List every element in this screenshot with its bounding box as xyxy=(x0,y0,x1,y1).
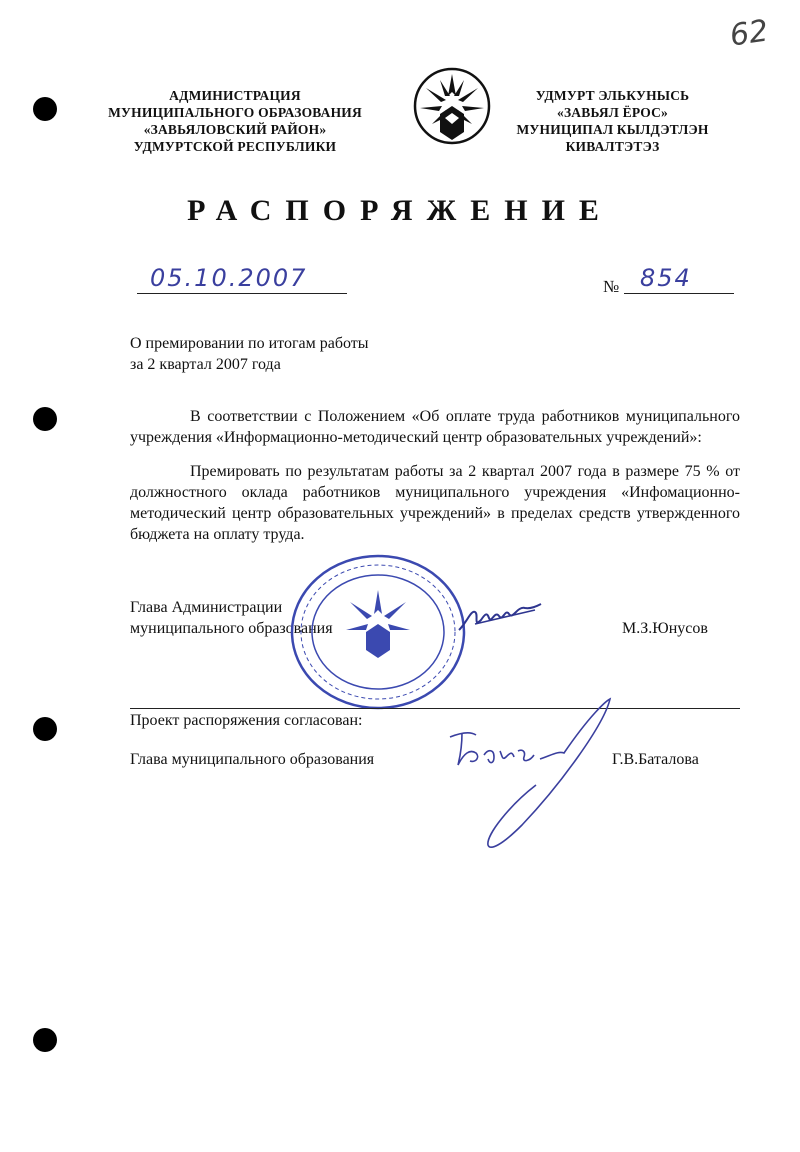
header-left xyxy=(105,87,365,155)
divider-line xyxy=(130,708,740,709)
emblem-icon xyxy=(412,66,492,146)
header-left-line: МУНИЦИПАЛЬНОГО ОБРАЗОВАНИЯ xyxy=(108,105,362,120)
punch-hole xyxy=(33,407,57,431)
punch-hole xyxy=(33,1028,57,1052)
signature-yunusov xyxy=(455,596,545,636)
paragraph-basis xyxy=(130,406,740,448)
subject-line: О премировании по итогам работы xyxy=(130,335,369,352)
signer2-position: Глава муниципального образования xyxy=(130,751,375,768)
subject xyxy=(130,333,369,375)
official-stamp xyxy=(288,552,468,712)
signature-batalova xyxy=(440,695,620,855)
number-sign: № xyxy=(603,277,620,296)
paragraph-order-text: Премировать по результатам работы за 2 квартал 2007 года в размере 75 % от должностного оклада работников муниципального учреждения «Инфомационно-методический центр образовательных учреждений» в пределах средств утвержденного бюджета на оплату труда. xyxy=(130,463,740,543)
corner-page-mark: 62 xyxy=(727,13,771,54)
paragraph-order xyxy=(130,461,740,545)
approval-label: Проект распоряжения согласован: xyxy=(130,712,363,729)
signer1-position-line: Глава Администрации xyxy=(130,599,283,616)
signer1-position-line: муниципального образования xyxy=(130,620,333,637)
header-left-line: УДМУРТСКОЙ РЕСПУБЛИКИ xyxy=(133,139,337,154)
header-right xyxy=(505,87,720,155)
header-right-line: КИВАЛТЭТЭЗ xyxy=(565,139,660,154)
order-number: 854 xyxy=(640,264,692,292)
number-underline xyxy=(624,293,734,294)
subject-line: за 2 квартал 2007 года xyxy=(130,356,281,373)
header-right-line: «ЗАВЬЯЛ ЁРОС» xyxy=(557,105,668,120)
punch-hole xyxy=(33,717,57,741)
header-left-line: АДМИНИСТРАЦИЯ xyxy=(169,88,301,103)
document-title: РАСПОРЯЖЕНИЕ xyxy=(187,194,613,227)
date-underline xyxy=(137,293,347,294)
paragraph-basis-text: В соответствии с Положением «Об оплате труда работников муниципального учреждения «Информационно-методический центр образовательных учреждений»: xyxy=(130,408,740,446)
order-date: 05.10.2007 xyxy=(150,264,308,292)
punch-hole xyxy=(33,97,57,121)
header-right-line: МУНИЦИПАЛ КЫЛДЭТЛЭН xyxy=(516,122,709,137)
signer2-name: Г.В.Баталова xyxy=(612,751,699,768)
signer1-name: М.З.Юнусов xyxy=(622,620,708,637)
header-right-line: УДМУРТ ЭЛЬКУНЫСЬ xyxy=(535,88,690,103)
header-left-line: «ЗАВЬЯЛОВСКИЙ РАЙОН» xyxy=(143,122,327,137)
